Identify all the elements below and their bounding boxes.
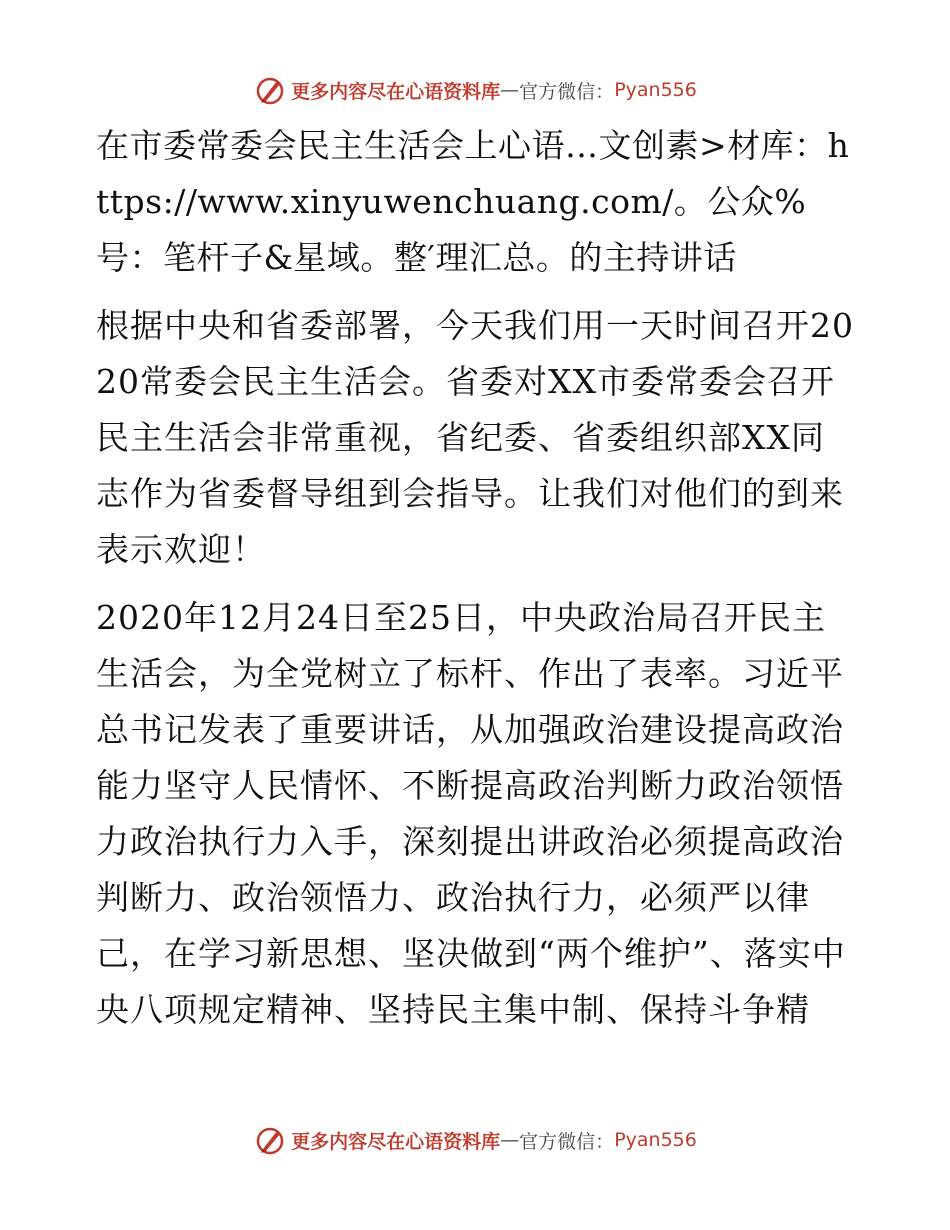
banner-slogan: 更多内容尽在心语资料库 bbox=[291, 1130, 501, 1153]
footer-banner bbox=[0, 1120, 950, 1160]
paragraph: 2020年12月24日至25日，中央政治局召开民主生活会，为全党树立了标杆、作出了表率。习近平总书记发表了重要讲话，从加强政治建设提高政治能力坚守人民情怀、不断提高政治判断力政治领悟力政治执行力入手，深刻提出讲政治必须提高政治判断力、政治领悟力、政治执行力，必须严以律己，在学习新思想、坚决做到“两个维护”、落实中央八项规定精神、坚持民主集中制、保持斗争精 bbox=[96, 598, 846, 1029]
banner-separator: — bbox=[500, 79, 520, 101]
document-body bbox=[96, 118, 856, 1050]
paragraph: 根据中央和省委部署，今天我们用一天时间召开2020常委会民主生活会。省委对XX市委常委会召开民主生活会非常重视，省纪委、省委组织部XX同志作为省委督导组到会指导。让我们对他们的到来表示欢迎！ bbox=[96, 306, 854, 569]
banner-wechat-label: 官方微信： bbox=[519, 1130, 615, 1153]
banner-separator: — bbox=[500, 1129, 520, 1151]
paragraph-title: 在市委常委会民主生活会上心语…文创素>材库：https://www.xinyuwenchuang.com/。公众%号：笔杆子&星域。整′理汇总。的主持讲话 bbox=[96, 126, 850, 277]
banner-wechat-id: Pyan556 bbox=[614, 1129, 697, 1151]
quill-pen-icon bbox=[253, 73, 287, 107]
banner-wechat-label: 官方微信： bbox=[519, 80, 615, 103]
banner-wechat-id: Pyan556 bbox=[614, 79, 697, 101]
header-banner bbox=[0, 70, 950, 110]
banner-slogan: 更多内容尽在心语资料库 bbox=[291, 80, 501, 103]
quill-pen-icon bbox=[253, 1123, 287, 1157]
